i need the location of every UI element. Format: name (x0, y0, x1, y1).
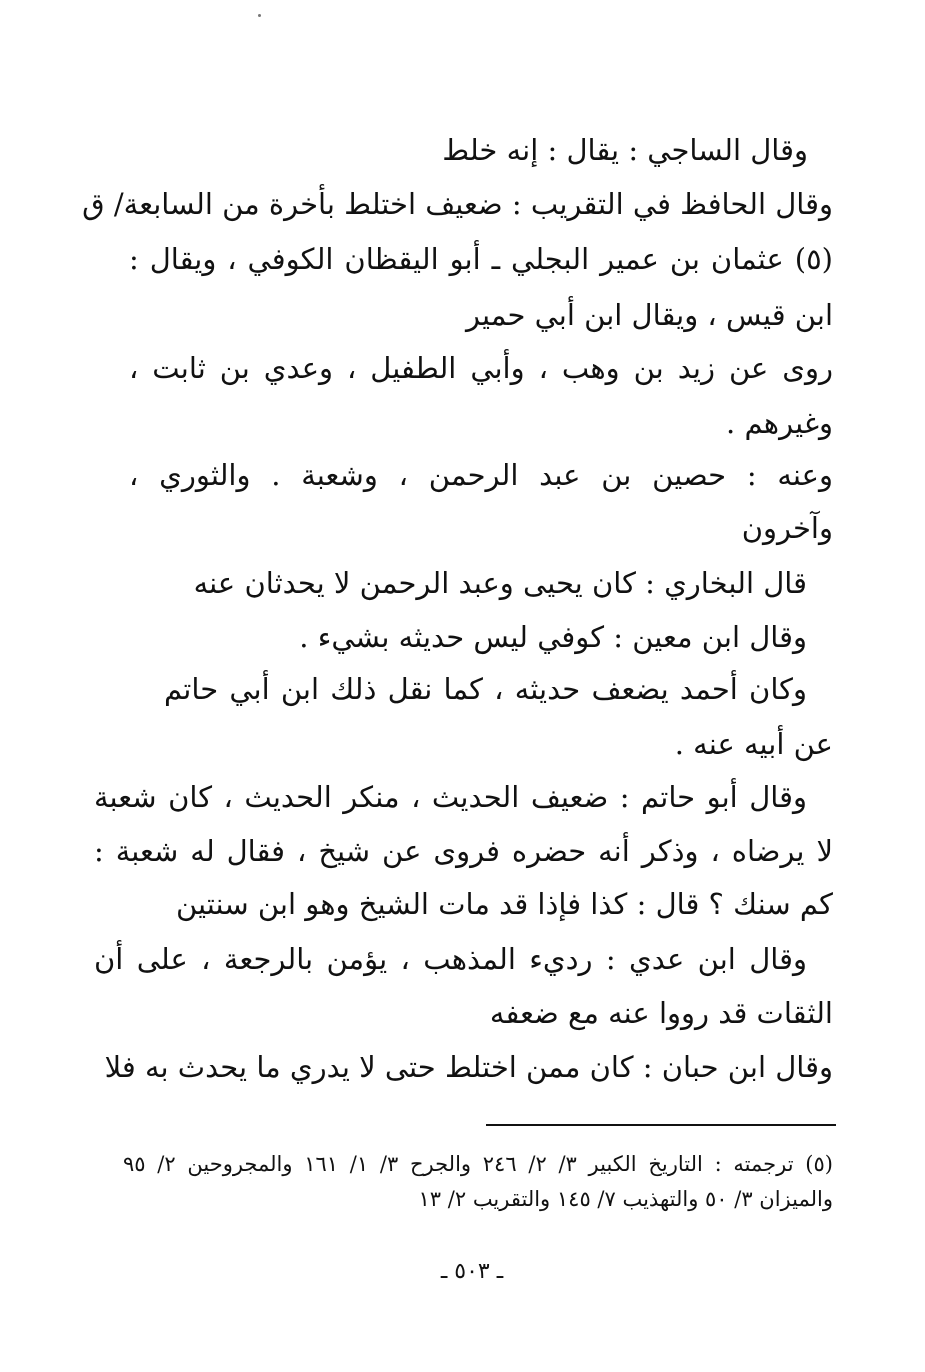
text-line: وقال ابن عدي : رديء المذهب ، يؤمن بالرجعة ، على أن (94, 942, 807, 976)
text-line: قال البخاري : كان يحيى وعبد الرحمن لا يحدثان عنه (193, 566, 807, 600)
scan-speck (258, 14, 261, 17)
page-number: ـ ٥٠٣ ـ (440, 1259, 504, 1284)
text-line: كم سنك ؟ قال : كذا فإذا قد مات الشيخ وهو ابن سنتين (175, 887, 833, 921)
text-line: الثقات قد رووا عنه مع ضعفه (489, 996, 833, 1030)
footnote-line: والميزان ٣/ ٥٠ والتهذيب ٧/ ١٤٥ والتقريب ٢/ ١٣ (418, 1187, 833, 1211)
text-line: (٥) عثمان بن عمير البجلي ـ أبو اليقظان الكوفي ، ويقال : (129, 242, 833, 276)
footnote-separator (486, 1124, 836, 1126)
text-line: وغيرهم . (726, 406, 833, 440)
text-line: وقال أبو حاتم : ضعيف الحديث ، منكر الحديث ، كان شعبة (94, 780, 807, 814)
text-line: وقال ابن معين : كوفي ليس حديثه بشيء . (299, 620, 807, 654)
text-line: عن أبيه عنه . (674, 727, 833, 761)
text-line: وقال الساجي : يقال : إنه خلط (442, 133, 808, 167)
text-line: ابن قيس ، ويقال ابن أبي حمير (465, 298, 833, 332)
text-line: وعنه : حصين بن عبد الرحمن ، وشعبة . والثوري ، (129, 458, 833, 492)
text-line: روى عن زيد بن وهب ، وأبي الطفيل ، وعدي بن ثابت ، (129, 351, 833, 385)
text-line: وآخرون (741, 511, 833, 545)
footnote-line: (٥) ترجمته : التاريخ الكبير ٣/ ٢/ ٢٤٦ والجرح ٣/ ١/ ١٦١ والمجروحين ٢/ ٩٥ (123, 1152, 833, 1176)
text-line: وقال الحافظ في التقريب : ضعيف اختلط بأخرة من السابعة/ ق (82, 187, 833, 221)
text-line: وكان أحمد يضعف حديثه ، كما نقل ذلك ابن أبي حاتم (164, 672, 807, 706)
text-line: لا يرضاه ، وذكر أنه حضره فروى عن شيخ ، فقال له شعبة : (94, 834, 833, 868)
text-line: وقال ابن حبان : كان ممن اختلط حتى لا يدري ما يحدث به فلا (104, 1050, 833, 1084)
